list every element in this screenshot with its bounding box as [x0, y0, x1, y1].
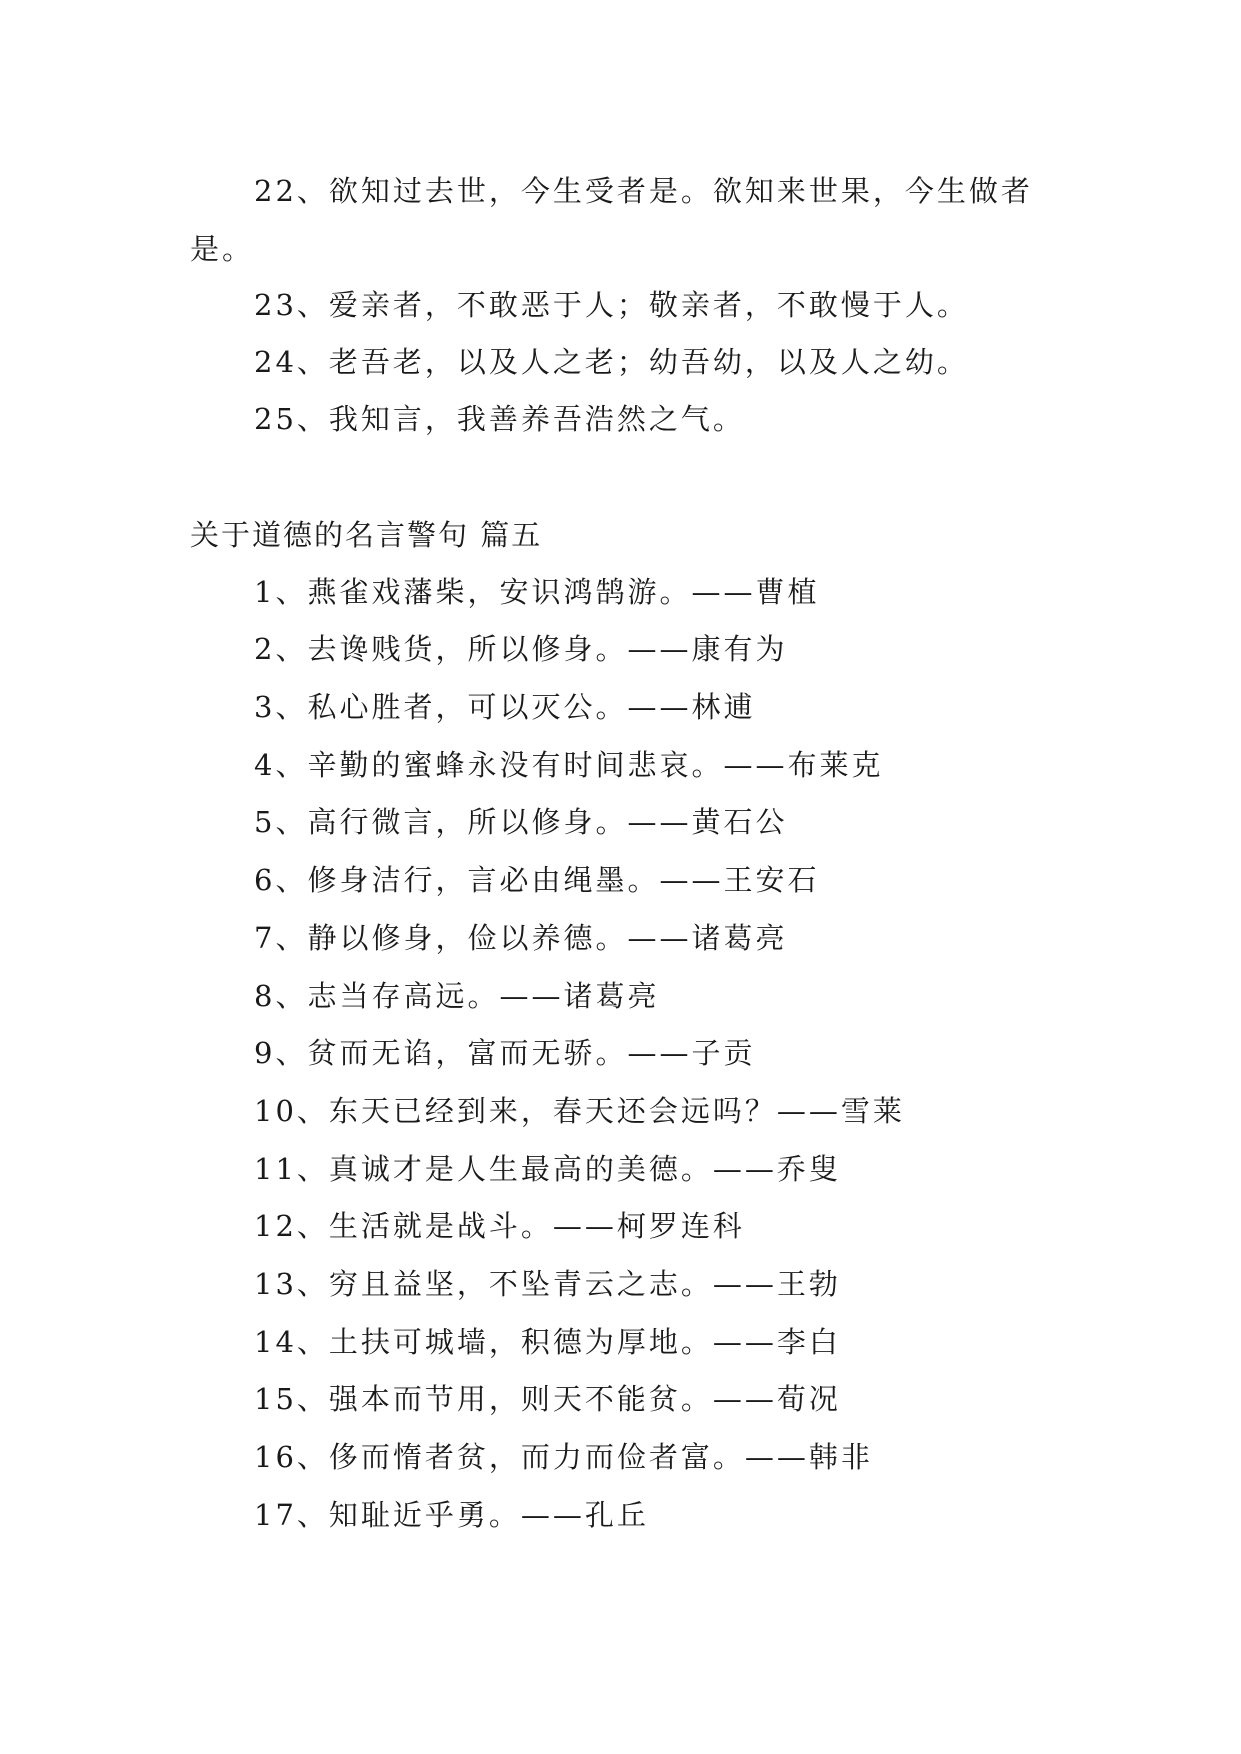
quote-item: 9、贫而无谄，富而无骄。——子贡: [254, 1036, 756, 1070]
quote-line-23: 23、爱亲者，不敢恶于人；敬亲者，不敢慢于人。: [254, 288, 969, 322]
quote-item: 2、去谗贱货，所以修身。——康有为: [254, 632, 788, 666]
quote-line-24: 24、老吾老，以及人之老；幼吾幼，以及人之幼。: [254, 345, 969, 379]
quote-item: 7、静以修身，俭以养德。——诸葛亮: [254, 921, 788, 955]
quote-paragraph-22: 22、欲知过去世，今生受者是。欲知来世果，今生做者是。: [190, 174, 1033, 266]
quote-item: 17、知耻近乎勇。——孔丘: [254, 1498, 649, 1532]
quote-item: 5、高行微言，所以修身。——黄石公: [254, 805, 788, 839]
quote-item: 11、真诚才是人生最高的美德。——乔叟: [254, 1152, 841, 1186]
quote-item: 13、穷且益坚，不坠青云之志。——王勃: [254, 1267, 841, 1301]
quote-item: 3、私心胜者，可以灭公。——林逋: [254, 690, 756, 724]
quote-item: 8、志当存高远。——诸葛亮: [254, 979, 660, 1013]
quote-line-25: 25、我知言，我善养吾浩然之气。: [254, 402, 745, 436]
quote-item: 6、修身洁行，言必由绳墨。——王安石: [254, 863, 820, 897]
quote-item: 1、燕雀戏藩柴，安识鸿鹄游。——曹植: [254, 575, 820, 609]
quote-item: 4、辛勤的蜜蜂永没有时间悲哀。——布莱克: [254, 748, 884, 782]
quote-item: 16、侈而惰者贫，而力而俭者富。——韩非: [254, 1440, 873, 1474]
quote-item: 12、生活就是战斗。——柯罗连科: [254, 1209, 745, 1243]
quote-item: 15、强本而节用，则天不能贫。——荀况: [254, 1382, 841, 1416]
quote-item: 14、土扶可城墙，积德为厚地。——李白: [254, 1325, 841, 1359]
section-heading: 关于道德的名言警句 篇五: [190, 518, 543, 552]
quote-item: 10、东天已经到来，春天还会远吗？——雪莱: [254, 1094, 905, 1128]
